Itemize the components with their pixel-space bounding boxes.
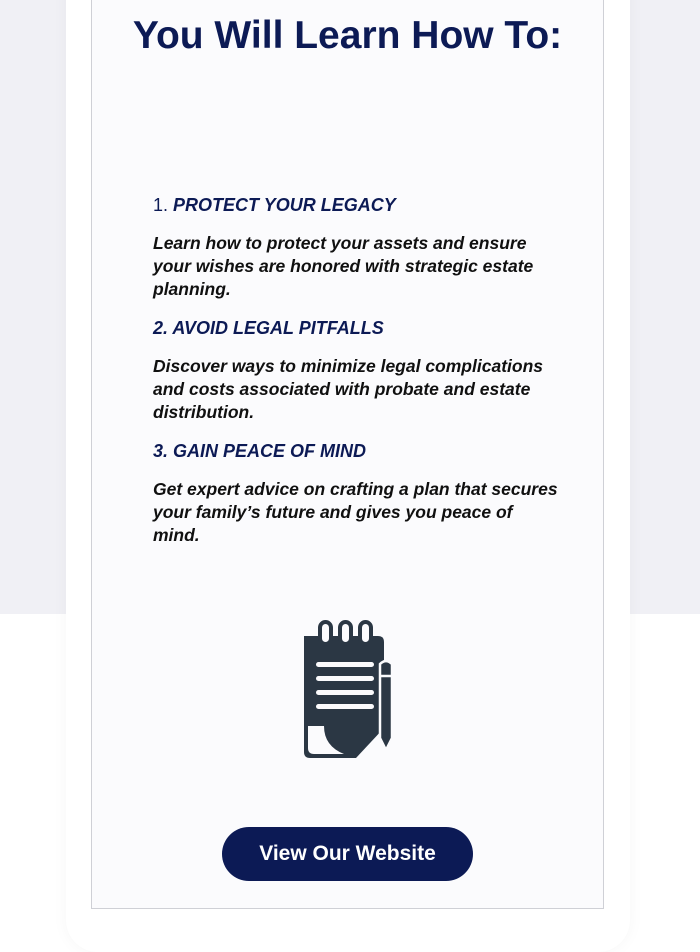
list-item: [153, 194, 563, 301]
list-item: [153, 317, 563, 424]
notepad-pencil-icon: [294, 618, 404, 758]
item-number: 2.: [153, 318, 169, 338]
view-website-button[interactable]: View Our Website: [222, 827, 473, 881]
learning-list: [153, 194, 563, 547]
item-title: [153, 194, 563, 216]
item-title-text: GAIN PEACE OF MIND: [173, 441, 367, 461]
list-item: [153, 440, 563, 547]
content-panel: [91, 0, 604, 909]
item-title: [153, 440, 563, 462]
section-heading: You Will Learn How To:: [132, 14, 563, 57]
item-description: Get expert advice on crafting a plan that secures your family’s future and gives you peace of mind.: [153, 479, 558, 545]
item-title-text: AVOID LEGAL PITFALLS: [172, 318, 384, 338]
item-number: 1.: [153, 195, 169, 215]
item-description: Learn how to protect your assets and ensure your wishes are honored with strategic estate planning.: [153, 233, 534, 299]
item-description: Discover ways to minimize legal complications and costs associated with probate and estate distribution.: [153, 356, 543, 422]
item-number: 3.: [153, 441, 169, 461]
item-title: [153, 317, 563, 339]
item-title-text: PROTECT YOUR LEGACY: [173, 195, 396, 215]
